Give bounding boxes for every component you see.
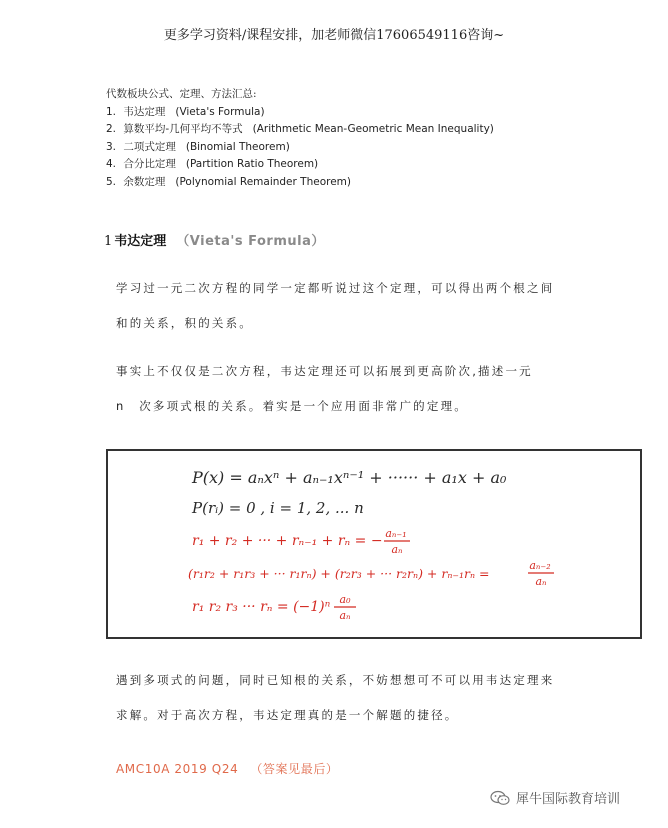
toc-item-number: 1. <box>106 105 117 118</box>
formula-pair-numerator: aₙ₋₂ <box>529 559 551 572</box>
watermark-text: 犀牛国际教育培训 <box>516 792 621 807</box>
toc-item <box>106 139 494 157</box>
page-header-note: 更多学习资料/课程安排，加老师微信17606549116咨询~ <box>163 28 505 43</box>
formula-roots-zero: P(rᵢ) = 0 , i = 1, 2, ... n <box>192 499 364 517</box>
toc-list <box>106 104 494 192</box>
formula-red-ink <box>188 527 554 622</box>
toc-item-en: (Polynomial Remainder Theorem) <box>175 175 351 188</box>
section-title-en: （Vieta's Formula） <box>176 234 325 249</box>
toc-item-zh: 韦达定理 <box>123 105 166 118</box>
toc-item-number: 5. <box>106 175 117 188</box>
toc-item-number: 4. <box>106 158 117 170</box>
toc-item <box>106 174 494 192</box>
answer-note: （答案见最后） <box>250 762 339 776</box>
formula-sum-of-roots: r₁ + r₂ + ··· + rₙ₋₁ + rₙ = − <box>192 533 383 549</box>
section-title-zh: 韦达定理 <box>114 234 167 249</box>
section-title <box>104 230 325 249</box>
problem-reference <box>116 760 339 777</box>
formula-polynomial: P(x) = aₙxⁿ + aₙ₋₁xⁿ⁻¹ + ······ + a₁x + a₀ <box>192 468 507 487</box>
formula-product-numerator: a₀ <box>339 593 351 606</box>
formula-canvas <box>108 451 640 637</box>
toc-title: 代数板块公式、定理、方法汇总: <box>106 88 257 100</box>
toc-item-zh: 算数平均-几何平均不等式 <box>123 123 243 135</box>
formula-black-ink <box>191 468 507 517</box>
toc-item <box>106 104 494 122</box>
watermark <box>490 788 620 807</box>
toc-item-number: 3. <box>106 140 117 153</box>
toc-item-zh: 二项式定理 <box>123 140 176 153</box>
formula-pairwise-products: (r₁r₂ + r₁r₃ + ··· r₁rₙ) + (r₂r₃ + ··· r₂rₙ) + rₙ₋₁rₙ = <box>188 566 490 581</box>
handwritten-formula-box <box>106 449 642 639</box>
wechat-icon <box>490 790 510 806</box>
toc-item-zh: 余数定理 <box>123 175 166 188</box>
toc-item <box>106 156 494 174</box>
formula-sum-denominator: aₙ <box>391 543 403 556</box>
formula-product-of-roots: r₁ r₂ r₃ ··· rₙ = (−1)ⁿ <box>192 599 331 615</box>
application-paragraph: 遇到多项式的问题，同时已知根的关系，不妨想想可不可以用韦达定理来求解。对于高次方程，韦达定理真的是一个解题的捷径。 <box>116 673 555 722</box>
toc-item-en: (Partition Ratio Theorem) <box>185 158 319 170</box>
section-number: 1 <box>104 234 113 249</box>
formula-product-denominator: aₙ <box>339 609 351 622</box>
problem-label: AMC10A 2019 Q24 <box>116 762 239 776</box>
intro-paragraph: 学习过一元二次方程的同学一定都听说过这个定理，可以得出两个根之间和的关系，积的关系。 <box>116 281 555 330</box>
toc-item-zh: 合分比定理 <box>123 158 176 170</box>
toc-item-en: (Vieta's Formula) <box>175 105 265 118</box>
formula-pair-denominator: aₙ <box>535 575 547 588</box>
formula-sum-numerator: aₙ₋₁ <box>385 527 407 540</box>
extension-paragraph: 事实上不仅仅是二次方程，韦达定理还可以拓展到更高阶次,描述一元 n 次多项式根的关系。着实是一个应用面非常广的定理。 <box>116 364 547 413</box>
toc-item-en: (Arithmetic Mean-Geometric Mean Inequality) <box>252 123 494 135</box>
toc-item-number: 2. <box>106 123 117 135</box>
toc-item-en: (Binomial Theorem) <box>185 140 290 153</box>
toc-item <box>106 121 494 139</box>
table-of-contents <box>106 86 494 191</box>
